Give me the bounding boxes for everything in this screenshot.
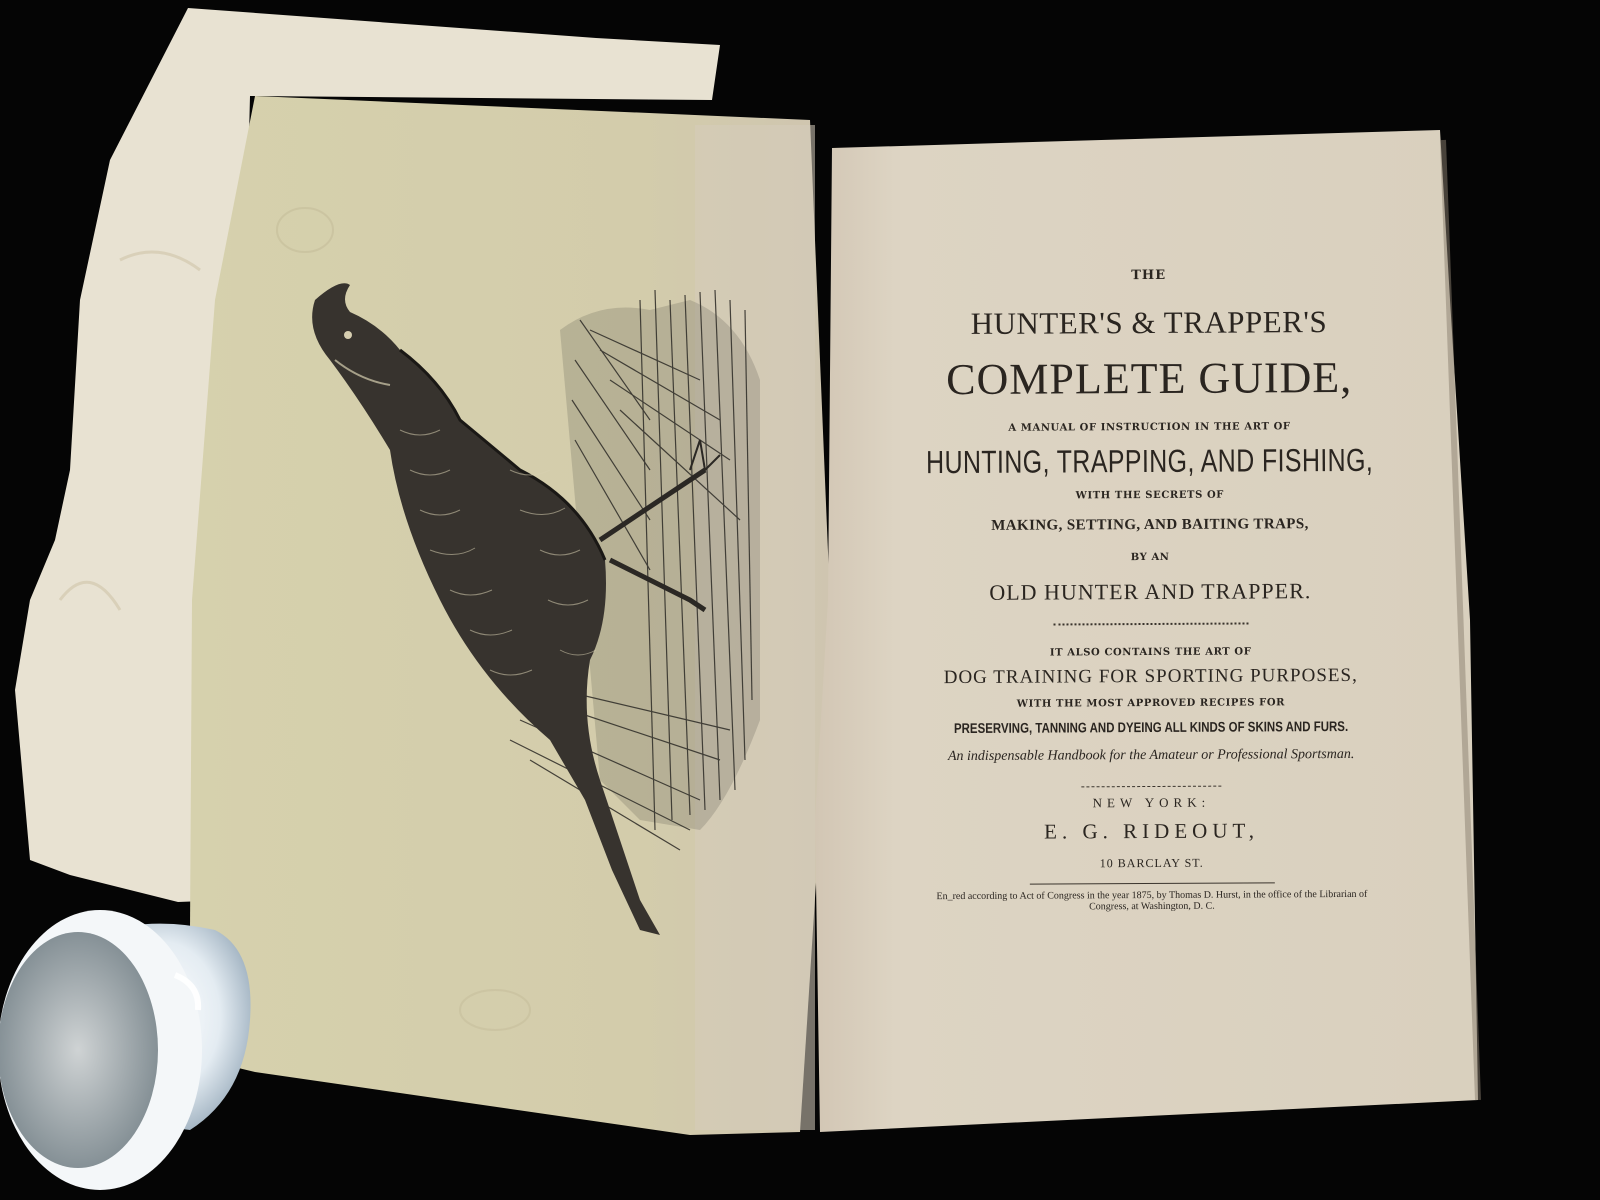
title-preserving: PRESERVING, TANNING AND DYEING ALL KINDS OF SKINS AND FURS.: [953, 717, 1349, 737]
title-the: THE: [1131, 267, 1167, 284]
imprint-publisher: E. G. RIDEOUT,: [1044, 818, 1260, 844]
title-page-text: [828, 148, 1472, 913]
title-line1: HUNTER'S & TRAPPER'S: [970, 304, 1328, 341]
divider-rule: [1053, 622, 1248, 625]
imprint-city: NEW YORK:: [1092, 794, 1211, 811]
title-line2: COMPLETE GUIDE,: [946, 352, 1353, 405]
title-handbook: An indispensable Handbook for the Amateur or Professional Sportsman.: [947, 746, 1355, 765]
imprint-address: 10 BARCLAY ST.: [1099, 855, 1204, 871]
divider-rule-2: [1081, 786, 1221, 788]
title-making: MAKING, SETTING, AND BAITING TRAPS,: [991, 516, 1309, 534]
title-also: IT ALSO CONTAINS THE ART OF: [1049, 646, 1252, 659]
divider-rule-3: [1029, 882, 1274, 884]
title-line3: HUNTING, TRAPPING, AND FISHING,: [925, 441, 1374, 481]
title-with-recipes: WITH THE MOST APPROVED RECIPES FOR: [1016, 697, 1286, 710]
title-by-an: BY AN: [1130, 551, 1170, 564]
title-author: OLD HUNTER AND TRAPPER.: [989, 578, 1312, 605]
white-cup: [0, 910, 251, 1190]
title-manual: A MANUAL OF INSTRUCTION IN THE ART OF: [1008, 421, 1291, 434]
copyright-notice: En_red according to Act of Congress in the year 1875, by Thomas D. Hurst, in the office of the Librarian of Congress, at Washington, D. C.: [936, 888, 1368, 913]
title-secrets: WITH THE SECRETS OF: [1075, 489, 1225, 502]
title-dog: DOG TRAINING FOR SPORTING PURPOSES,: [943, 664, 1358, 689]
